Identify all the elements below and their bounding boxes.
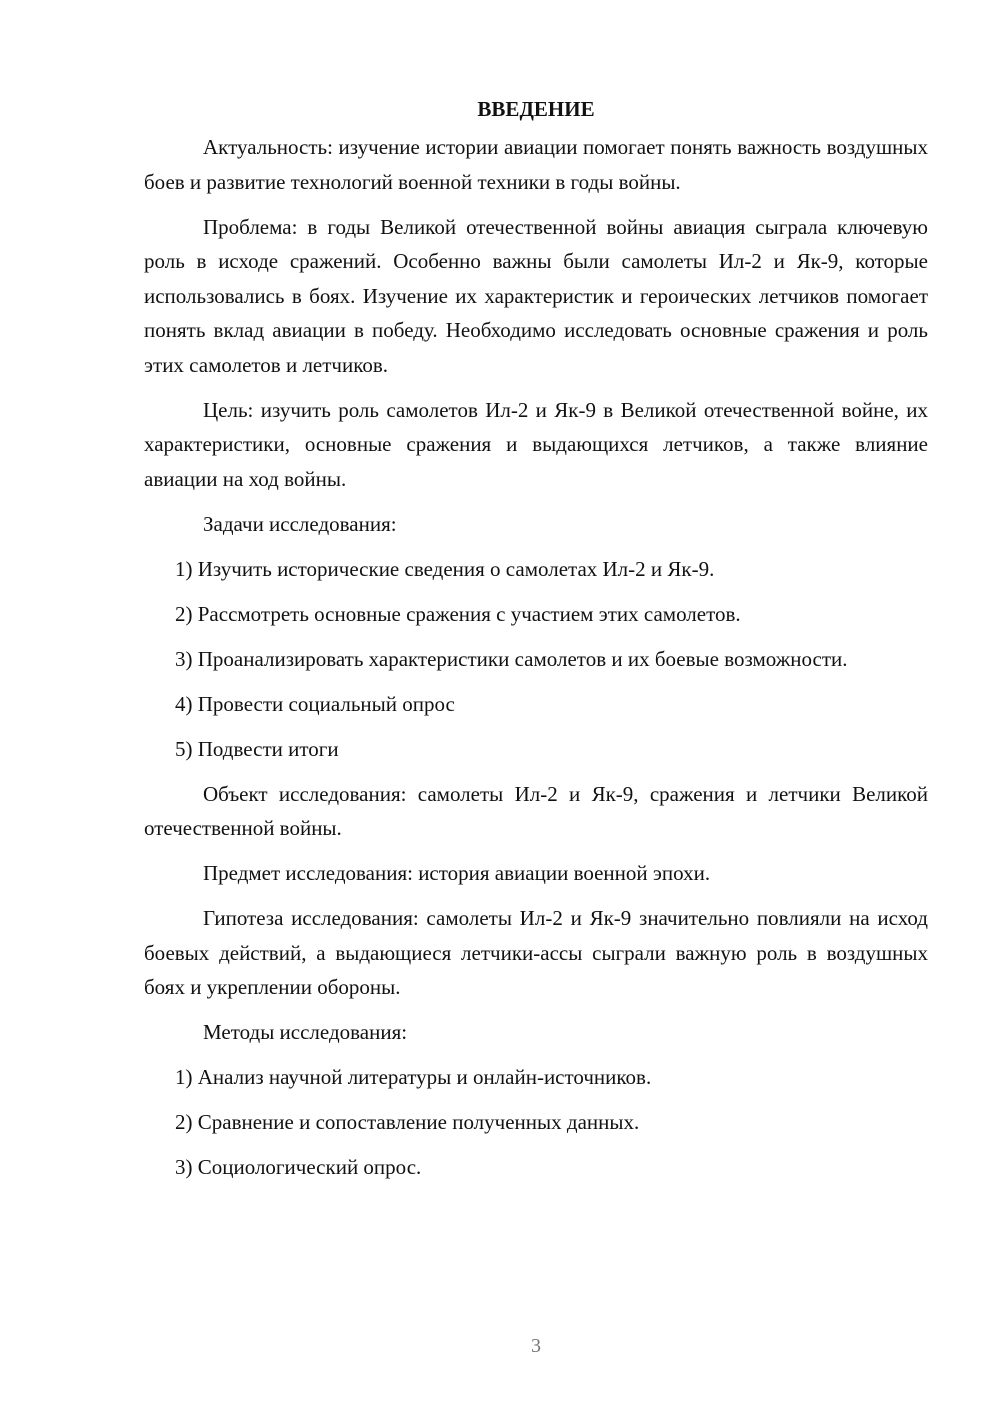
methods-heading: Методы исследования: xyxy=(203,1020,408,1044)
goal-paragraph: Цель: изучить роль самолетов Ил-2 и Як-9 в Великой отечественной войне, их характеристики, основные сражения и выдающихся летчиков, а также влияние авиации на ход войны. xyxy=(144,397,928,491)
task-item: 2) Рассмотреть основные сражения с участием этих самолетов. xyxy=(175,601,741,626)
problem-paragraph: Проблема: в годы Великой отечественной войны авиация сыграла ключевую роль в исходе сражений. Особенно важны были самолеты Ил-2 и Як-9, которые использовались в боях. Изучение их характеристик и героических летчиков помогает понять вклад авиации в победу. Необходимо исследовать основные сражения и роль этих самолетов и летчиков. xyxy=(144,214,928,377)
task-item: 5) Подвести итоги xyxy=(175,736,339,761)
method-item: 1) Анализ научной литературы и онлайн-источников. xyxy=(175,1065,652,1089)
method-item: 2) Сравнение и сопоставление полученных данных. xyxy=(175,1110,640,1134)
tasks-heading: Задачи исследования: xyxy=(203,511,397,536)
task-item: 1) Изучить исторические сведения о самолетах Ил-2 и Як-9. xyxy=(175,556,715,581)
page-title: ВВЕДЕНИЕ xyxy=(477,97,595,121)
page-number: 3 xyxy=(531,1335,541,1357)
subject-paragraph: Предмет исследования: история авиации военной эпохи. xyxy=(203,861,711,885)
task-item: 4) Провести социальный опрос xyxy=(175,691,455,716)
page-content xyxy=(144,92,928,1185)
task-item: 3) Проанализировать характеристики самолетов и их боевые возможности. xyxy=(175,646,848,671)
method-item: 3) Социологический опрос. xyxy=(175,1155,422,1179)
object-paragraph: Объект исследования: самолеты Ил-2 и Як-9, сражения и летчики Великой отечественной войны. xyxy=(144,781,928,840)
relevance-paragraph: Актуальность: изучение истории авиации помогает понять важность воздушных боев и развитие технологий военной техники в годы войны. xyxy=(144,135,928,194)
hypothesis-paragraph: Гипотеза исследования: самолеты Ил-2 и Як-9 значительно повлияли на исход боевых действий, а выдающиеся летчики-ассы сыграли важную роль в воздушных боях и укреплении обороны. xyxy=(144,906,928,999)
